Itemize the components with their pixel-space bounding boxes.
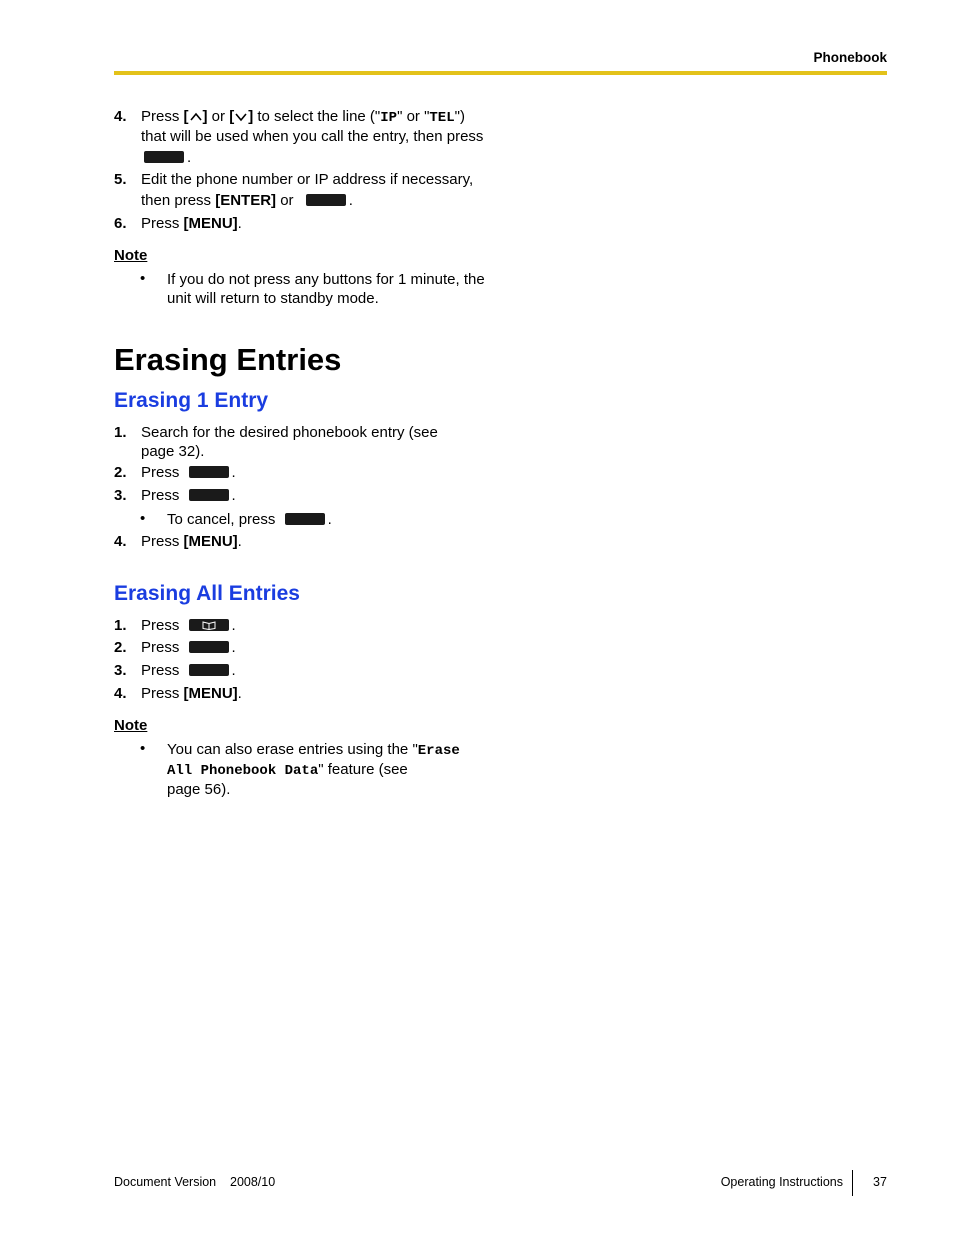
footer-separator [852, 1170, 853, 1196]
step-text: Press . [141, 662, 236, 679]
step-number: 1. [114, 617, 127, 634]
bullet: • [140, 270, 146, 287]
soft-key-icon [189, 489, 229, 501]
soft-key-icon [189, 641, 229, 653]
footer-doc-version: 2008/10 [230, 1175, 276, 1189]
bullet: • [140, 740, 146, 757]
step-text: Press [ ] or [ ] to select the line ("IP" or "TEL") [141, 108, 465, 126]
note-label: Note [114, 717, 148, 734]
running-header: Phonebook [813, 50, 887, 65]
note-text: All Phonebook Data" feature (see [167, 761, 408, 779]
sub-step-text: To cancel, press . [167, 511, 332, 528]
step-text: Search for the desired phonebook entry (see [141, 424, 438, 441]
step-text: Press [MENU]. [141, 215, 242, 232]
soft-key-icon [285, 513, 325, 525]
step-text: Press . [141, 487, 236, 504]
soft-key-icon [306, 194, 346, 206]
note-text: You can also erase entries using the "Erase [167, 741, 460, 759]
up-arrow-icon [189, 111, 203, 123]
step-number: 3. [114, 662, 127, 679]
step-number: 2. [114, 639, 127, 656]
section-heading: Erasing 1 Entry [114, 389, 269, 412]
note-text: page 56). [167, 781, 231, 798]
step-text: Press . [141, 617, 236, 634]
step-text: Press . [141, 464, 236, 481]
step-text: then press [ENTER] or . [141, 192, 353, 209]
page-title: Erasing Entries [114, 342, 342, 377]
header-rule [114, 71, 887, 75]
soft-key-icon [189, 664, 229, 676]
step-number: 4. [114, 108, 127, 125]
step-text: page 32). [141, 443, 205, 460]
step-number: 5. [114, 171, 127, 188]
bullet: • [140, 510, 146, 527]
step-text: . [141, 148, 191, 168]
down-arrow-icon [234, 111, 248, 123]
note-label: Note [114, 247, 148, 264]
footer-doc-type: Operating Instructions [720, 1175, 843, 1189]
step-number: 3. [114, 487, 127, 504]
step-text: Press [MENU]. [141, 685, 242, 702]
step-number: 6. [114, 215, 127, 232]
step-text: Edit the phone number or IP address if necessary, [141, 171, 474, 188]
phonebook-key-icon [189, 619, 229, 631]
note-text: If you do not press any buttons for 1 minute, the [167, 271, 485, 288]
step-text: that will be used when you call the entry, then press [141, 128, 484, 145]
note-text: unit will return to standby mode. [167, 290, 379, 307]
step-number: 1. [114, 424, 127, 441]
step-number: 4. [114, 533, 127, 550]
page-number: 37 [873, 1175, 887, 1189]
step-number: 4. [114, 685, 127, 702]
soft-key-icon [144, 151, 184, 163]
step-text: Press [MENU]. [141, 533, 242, 550]
step-text: Press . [141, 639, 236, 656]
footer-doc-version-label: Document Version [114, 1175, 217, 1189]
soft-key-icon [189, 466, 229, 478]
section-heading: Erasing All Entries [114, 582, 300, 605]
step-number: 2. [114, 464, 127, 481]
